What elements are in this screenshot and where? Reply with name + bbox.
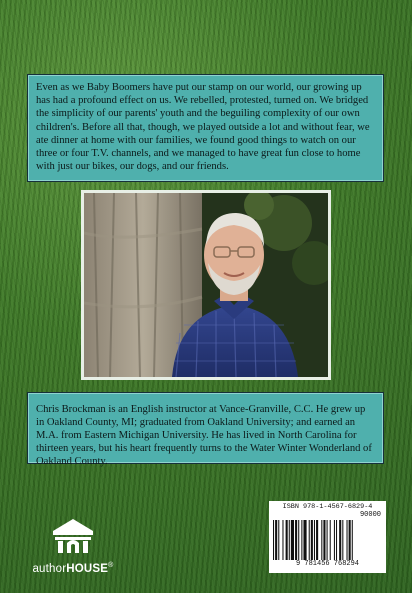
price-addon-code: 90000 — [359, 511, 381, 519]
author-bio-panel — [27, 392, 384, 467]
publisher-name-bold: HOUSE — [66, 562, 109, 575]
barcode-bars — [272, 520, 383, 560]
isbn-number: ISBN 978-1-4567-6829-4 — [282, 503, 373, 511]
barcode-digits: 9 781456 768294 — [295, 560, 359, 568]
blurb-panel — [27, 74, 384, 182]
author-portrait-image — [84, 193, 328, 377]
publisher-registered-mark: ® — [108, 562, 114, 569]
blurb-text: Even as we Baby Boomers have put our stamp on our world, our growing up has had a profound effect on us. We rebelled, protested, turned on. We bridged the simplicity of our parents' youth and the beguiling complexity of our own children's. Before all that, though, we played outside a lot and without fear, we ate dinner at home with our families, we found good things to watch on our three or four T.V. channels, and we managed to have great fun close to home with just our bikes, our dogs, and our friends. — [36, 82, 370, 173]
author-photo — [81, 190, 331, 380]
isbn-barcode — [269, 501, 386, 573]
barcode-icon — [272, 520, 383, 560]
publisher-wordmark — [28, 562, 118, 575]
authorhouse-building-icon — [49, 515, 97, 555]
publisher-logo — [28, 515, 118, 575]
publisher-name-light: author — [32, 562, 67, 575]
author-bio-text: Chris Brockman is an English instructor at Vance-Granville, C.C. He grew up in Oakland County, MI; graduated from Oakland University; and earned an M.A. from Eastern Michigan University. He has lived in North Carolina for thirteen years, but his heart frequently turns to the Water Winter Wonderland of Oakland County. — [36, 404, 372, 467]
